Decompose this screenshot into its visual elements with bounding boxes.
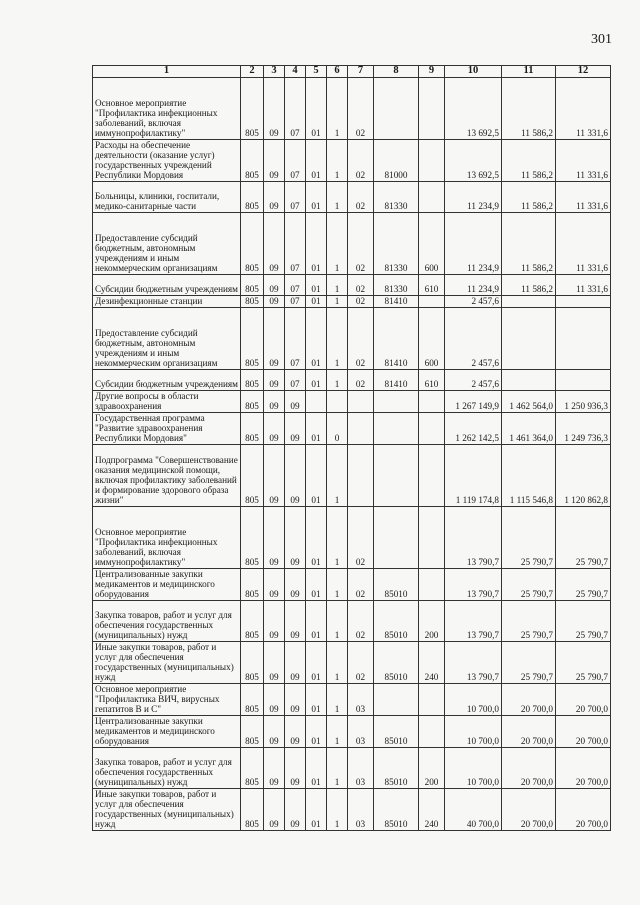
cell-code-7: 02 [348,296,374,308]
cell-code-4: 09 [285,748,306,789]
cell-code-4: 09 [285,642,306,684]
cell-code-6: 1 [327,569,348,601]
cell-amount-10: 13 692,5 [445,78,502,140]
cell-code-4: 09 [285,569,306,601]
cell-code-9 [419,296,445,308]
cell-amount-10: 1 119 174,8 [445,445,502,507]
column-header: 12 [556,66,611,78]
cell-amount-12: 1 250 936,3 [556,391,611,413]
column-header: 10 [445,66,502,78]
cell-code-2: 805 [241,308,264,370]
cell-code-4: 09 [285,507,306,569]
cell-code-8: 81410 [374,296,419,308]
cell-code-6: 1 [327,684,348,716]
column-header: 8 [374,66,419,78]
cell-code-5: 01 [306,507,327,569]
cell-code-8 [374,684,419,716]
cell-item-name: Централизованные закупки медикаментов и медицинского оборудования [93,716,241,748]
cell-code-7: 02 [348,601,374,642]
cell-code-4: 09 [285,413,306,445]
cell-amount-12: 11 331,6 [556,140,611,182]
cell-code-4: 09 [285,445,306,507]
cell-code-9 [419,507,445,569]
cell-amount-12: 1 120 862,8 [556,445,611,507]
cell-code-7: 03 [348,789,374,831]
cell-amount-10: 13 790,7 [445,507,502,569]
cell-code-5: 01 [306,308,327,370]
cell-code-9 [419,182,445,213]
cell-code-5 [306,391,327,413]
cell-code-3: 09 [264,748,285,789]
cell-code-4: 09 [285,716,306,748]
cell-code-3: 09 [264,569,285,601]
cell-code-5: 01 [306,569,327,601]
cell-code-2: 805 [241,370,264,391]
cell-code-3: 09 [264,684,285,716]
cell-code-6: 1 [327,642,348,684]
cell-code-2: 805 [241,275,264,296]
cell-item-name: Иные закупки товаров, работ и услуг для обеспечения государственных (муниципальных) нужд [93,642,241,684]
cell-code-6: 1 [327,275,348,296]
cell-code-7 [348,445,374,507]
cell-amount-10: 11 234,9 [445,213,502,275]
cell-code-9 [419,445,445,507]
cell-amount-10: 13 790,7 [445,569,502,601]
cell-code-4: 09 [285,391,306,413]
cell-item-name: Основное мероприятие "Профилактика ВИЧ, вирусных гепатитов В и С" [93,684,241,716]
cell-code-7: 02 [348,569,374,601]
cell-code-6: 1 [327,601,348,642]
cell-amount-11: 11 586,2 [502,78,556,140]
cell-code-3: 09 [264,391,285,413]
column-header: 7 [348,66,374,78]
cell-code-6: 1 [327,182,348,213]
cell-code-2: 805 [241,507,264,569]
table-body [93,78,611,831]
cell-code-3: 09 [264,413,285,445]
cell-code-7: 02 [348,308,374,370]
cell-amount-12: 20 700,0 [556,716,611,748]
cell-code-3: 09 [264,601,285,642]
cell-amount-12: 20 700,0 [556,789,611,831]
cell-amount-11: 20 700,0 [502,789,556,831]
cell-amount-11 [502,296,556,308]
cell-code-7: 02 [348,140,374,182]
cell-amount-11: 11 586,2 [502,140,556,182]
cell-code-7: 02 [348,182,374,213]
cell-amount-10: 2 457,6 [445,296,502,308]
table-row [93,140,611,182]
cell-code-2: 805 [241,716,264,748]
column-header: 6 [327,66,348,78]
cell-amount-10: 2 457,6 [445,308,502,370]
cell-code-6: 1 [327,140,348,182]
cell-code-8 [374,391,419,413]
cell-code-8: 85010 [374,569,419,601]
cell-amount-11: 25 790,7 [502,601,556,642]
cell-code-4: 09 [285,789,306,831]
cell-code-4: 07 [285,370,306,391]
cell-code-7: 02 [348,78,374,140]
cell-code-5: 01 [306,684,327,716]
cell-item-name: Дезинфекционные станции [93,296,241,308]
cell-code-6: 1 [327,78,348,140]
cell-code-9: 610 [419,275,445,296]
table-row [93,789,611,831]
cell-amount-12: 25 790,7 [556,507,611,569]
table-row [93,601,611,642]
cell-code-4: 09 [285,684,306,716]
cell-amount-12: 11 331,6 [556,182,611,213]
table-row [93,507,611,569]
cell-code-5: 01 [306,445,327,507]
cell-item-name: Субсидии бюджетным учреждениям [93,275,241,296]
cell-code-6: 1 [327,445,348,507]
cell-code-6: 1 [327,370,348,391]
table-row [93,569,611,601]
cell-item-name: Основное мероприятие "Профилактика инфекционных заболеваний, включая иммунопрофилактику" [93,78,241,140]
column-header: 1 [93,66,241,78]
cell-code-2: 805 [241,569,264,601]
cell-amount-11: 11 586,2 [502,275,556,296]
cell-code-7: 02 [348,213,374,275]
cell-code-3: 09 [264,716,285,748]
cell-amount-10: 10 700,0 [445,748,502,789]
cell-code-3: 09 [264,182,285,213]
cell-amount-12: 1 249 736,3 [556,413,611,445]
cell-code-5: 01 [306,213,327,275]
cell-amount-11: 20 700,0 [502,684,556,716]
cell-amount-10: 2 457,6 [445,370,502,391]
cell-code-4: 07 [285,182,306,213]
cell-amount-12: 20 700,0 [556,748,611,789]
cell-code-8: 81330 [374,275,419,296]
cell-amount-11: 20 700,0 [502,748,556,789]
cell-code-8: 85010 [374,716,419,748]
cell-amount-12: 25 790,7 [556,601,611,642]
cell-amount-11 [502,370,556,391]
cell-amount-11: 25 790,7 [502,507,556,569]
column-header: 9 [419,66,445,78]
cell-code-9: 200 [419,601,445,642]
cell-code-6: 1 [327,308,348,370]
cell-amount-10: 11 234,9 [445,182,502,213]
cell-amount-12 [556,308,611,370]
cell-item-name: Расходы на обеспечение деятельности (оказание услуг) государственных учреждений Республики Мордовия [93,140,241,182]
cell-item-name: Иные закупки товаров, работ и услуг для обеспечения государственных (муниципальных) нужд [93,789,241,831]
table-row [93,445,611,507]
cell-code-4: 07 [285,308,306,370]
cell-item-name: Больницы, клиники, госпитали, медико-санитарные части [93,182,241,213]
cell-amount-10: 13 790,7 [445,601,502,642]
cell-item-name: Другие вопросы в области здравоохранения [93,391,241,413]
cell-code-5: 01 [306,601,327,642]
cell-item-name: Закупка товаров, работ и услуг для обеспечения государственных (муниципальных) нужд [93,748,241,789]
cell-code-3: 09 [264,370,285,391]
cell-item-name: Предоставление субсидий бюджетным, автономным учреждениям и иным некоммерческим организациям [93,213,241,275]
cell-code-5: 01 [306,140,327,182]
cell-code-2: 805 [241,213,264,275]
cell-amount-12: 25 790,7 [556,642,611,684]
cell-code-6: 1 [327,296,348,308]
cell-amount-12: 20 700,0 [556,684,611,716]
cell-amount-11: 11 586,2 [502,182,556,213]
cell-code-8: 85010 [374,789,419,831]
cell-item-name: Подпрограмма "Совершенствование оказания медицинской помощи, включая профилактику заболеваний и формирование здорового образа жизни" [93,445,241,507]
cell-amount-12 [556,370,611,391]
cell-code-9: 600 [419,308,445,370]
cell-code-9 [419,78,445,140]
cell-code-5: 01 [306,275,327,296]
cell-item-name: Предоставление субсидий бюджетным, автономным учреждениям и иным некоммерческим организациям [93,308,241,370]
cell-code-2: 805 [241,391,264,413]
cell-code-7: 03 [348,716,374,748]
cell-code-6: 1 [327,716,348,748]
column-header: 11 [502,66,556,78]
cell-amount-10: 10 700,0 [445,684,502,716]
table-header-row [93,66,611,78]
cell-code-7 [348,413,374,445]
cell-code-3: 09 [264,308,285,370]
cell-code-8 [374,78,419,140]
cell-item-name: Основное мероприятие "Профилактика инфекционных заболеваний, включая иммунопрофилактику" [93,507,241,569]
cell-code-2: 805 [241,140,264,182]
cell-code-9: 240 [419,789,445,831]
cell-code-5: 01 [306,370,327,391]
cell-code-7: 02 [348,642,374,684]
cell-code-3: 09 [264,213,285,275]
cell-code-8 [374,445,419,507]
cell-code-2: 805 [241,684,264,716]
cell-code-6: 0 [327,413,348,445]
cell-code-3: 09 [264,296,285,308]
cell-code-2: 805 [241,182,264,213]
cell-code-9 [419,569,445,601]
cell-code-2: 805 [241,78,264,140]
column-header: 2 [241,66,264,78]
cell-code-8: 85010 [374,642,419,684]
table-row [93,275,611,296]
cell-code-6: 1 [327,507,348,569]
cell-code-9 [419,391,445,413]
cell-code-2: 805 [241,296,264,308]
cell-amount-12: 11 331,6 [556,275,611,296]
cell-code-8 [374,413,419,445]
cell-amount-11: 11 586,2 [502,213,556,275]
cell-code-3: 09 [264,789,285,831]
cell-code-3: 09 [264,507,285,569]
cell-item-name: Централизованные закупки медикаментов и медицинского оборудования [93,569,241,601]
cell-amount-11: 25 790,7 [502,569,556,601]
cell-code-7: 03 [348,684,374,716]
table-row [93,642,611,684]
cell-code-7: 03 [348,748,374,789]
cell-code-2: 805 [241,642,264,684]
cell-amount-11: 25 790,7 [502,642,556,684]
cell-code-9 [419,140,445,182]
cell-item-name: Субсидии бюджетным учреждениям [93,370,241,391]
cell-code-2: 805 [241,748,264,789]
cell-code-8: 85010 [374,601,419,642]
cell-code-7: 02 [348,507,374,569]
cell-code-6: 1 [327,789,348,831]
table-row [93,413,611,445]
cell-code-7: 02 [348,275,374,296]
cell-code-9: 610 [419,370,445,391]
cell-code-2: 805 [241,601,264,642]
cell-amount-12: 11 331,6 [556,213,611,275]
table-row [93,78,611,140]
cell-code-7: 02 [348,370,374,391]
page-number: 301 [591,32,612,47]
cell-code-9 [419,716,445,748]
cell-code-3: 09 [264,78,285,140]
cell-code-9 [419,413,445,445]
table-row [93,182,611,213]
cell-code-8: 85010 [374,748,419,789]
table-row [93,748,611,789]
cell-code-4: 09 [285,601,306,642]
cell-code-4: 07 [285,213,306,275]
column-header: 3 [264,66,285,78]
cell-code-3: 09 [264,275,285,296]
cell-code-2: 805 [241,413,264,445]
cell-amount-12: 11 331,6 [556,78,611,140]
table-row [93,716,611,748]
cell-code-8: 81330 [374,182,419,213]
table-row [93,684,611,716]
column-header: 5 [306,66,327,78]
cell-amount-10: 1 267 149,9 [445,391,502,413]
cell-code-3: 09 [264,642,285,684]
cell-amount-12: 25 790,7 [556,569,611,601]
cell-code-5: 01 [306,78,327,140]
table-row [93,296,611,308]
budget-table [92,65,611,831]
cell-code-8 [374,507,419,569]
cell-amount-10: 13 790,7 [445,642,502,684]
cell-amount-10: 13 692,5 [445,140,502,182]
cell-code-6: 1 [327,748,348,789]
cell-code-9 [419,684,445,716]
cell-item-name: Государственная программа "Развитие здравоохранения Республики Мордовия" [93,413,241,445]
cell-amount-11: 1 462 564,0 [502,391,556,413]
cell-code-5: 01 [306,642,327,684]
table-row [93,308,611,370]
cell-amount-11: 20 700,0 [502,716,556,748]
cell-item-name: Закупка товаров, работ и услуг для обеспечения государственных (муниципальных) нужд [93,601,241,642]
table-row [93,213,611,275]
cell-amount-11: 1 115 546,8 [502,445,556,507]
cell-amount-10: 1 262 142,5 [445,413,502,445]
cell-code-6: 1 [327,213,348,275]
cell-code-5: 01 [306,296,327,308]
cell-code-7 [348,391,374,413]
cell-code-8: 81410 [374,370,419,391]
cell-code-9: 240 [419,642,445,684]
cell-code-6 [327,391,348,413]
cell-code-5: 01 [306,413,327,445]
cell-code-2: 805 [241,445,264,507]
cell-code-5: 01 [306,748,327,789]
cell-code-8: 81000 [374,140,419,182]
cell-code-8: 81410 [374,308,419,370]
cell-code-4: 07 [285,296,306,308]
cell-code-4: 07 [285,275,306,296]
column-header: 4 [285,66,306,78]
cell-code-5: 01 [306,789,327,831]
cell-code-3: 09 [264,445,285,507]
table-row [93,370,611,391]
cell-amount-11 [502,308,556,370]
cell-code-4: 07 [285,140,306,182]
cell-code-3: 09 [264,140,285,182]
cell-code-5: 01 [306,182,327,213]
table-row [93,391,611,413]
cell-amount-10: 11 234,9 [445,275,502,296]
cell-code-9: 200 [419,748,445,789]
cell-amount-10: 10 700,0 [445,716,502,748]
cell-amount-12 [556,296,611,308]
cell-code-9: 600 [419,213,445,275]
cell-code-8: 81330 [374,213,419,275]
cell-code-2: 805 [241,789,264,831]
cell-amount-11: 1 461 364,0 [502,413,556,445]
cell-code-5: 01 [306,716,327,748]
cell-code-4: 07 [285,78,306,140]
cell-amount-10: 40 700,0 [445,789,502,831]
